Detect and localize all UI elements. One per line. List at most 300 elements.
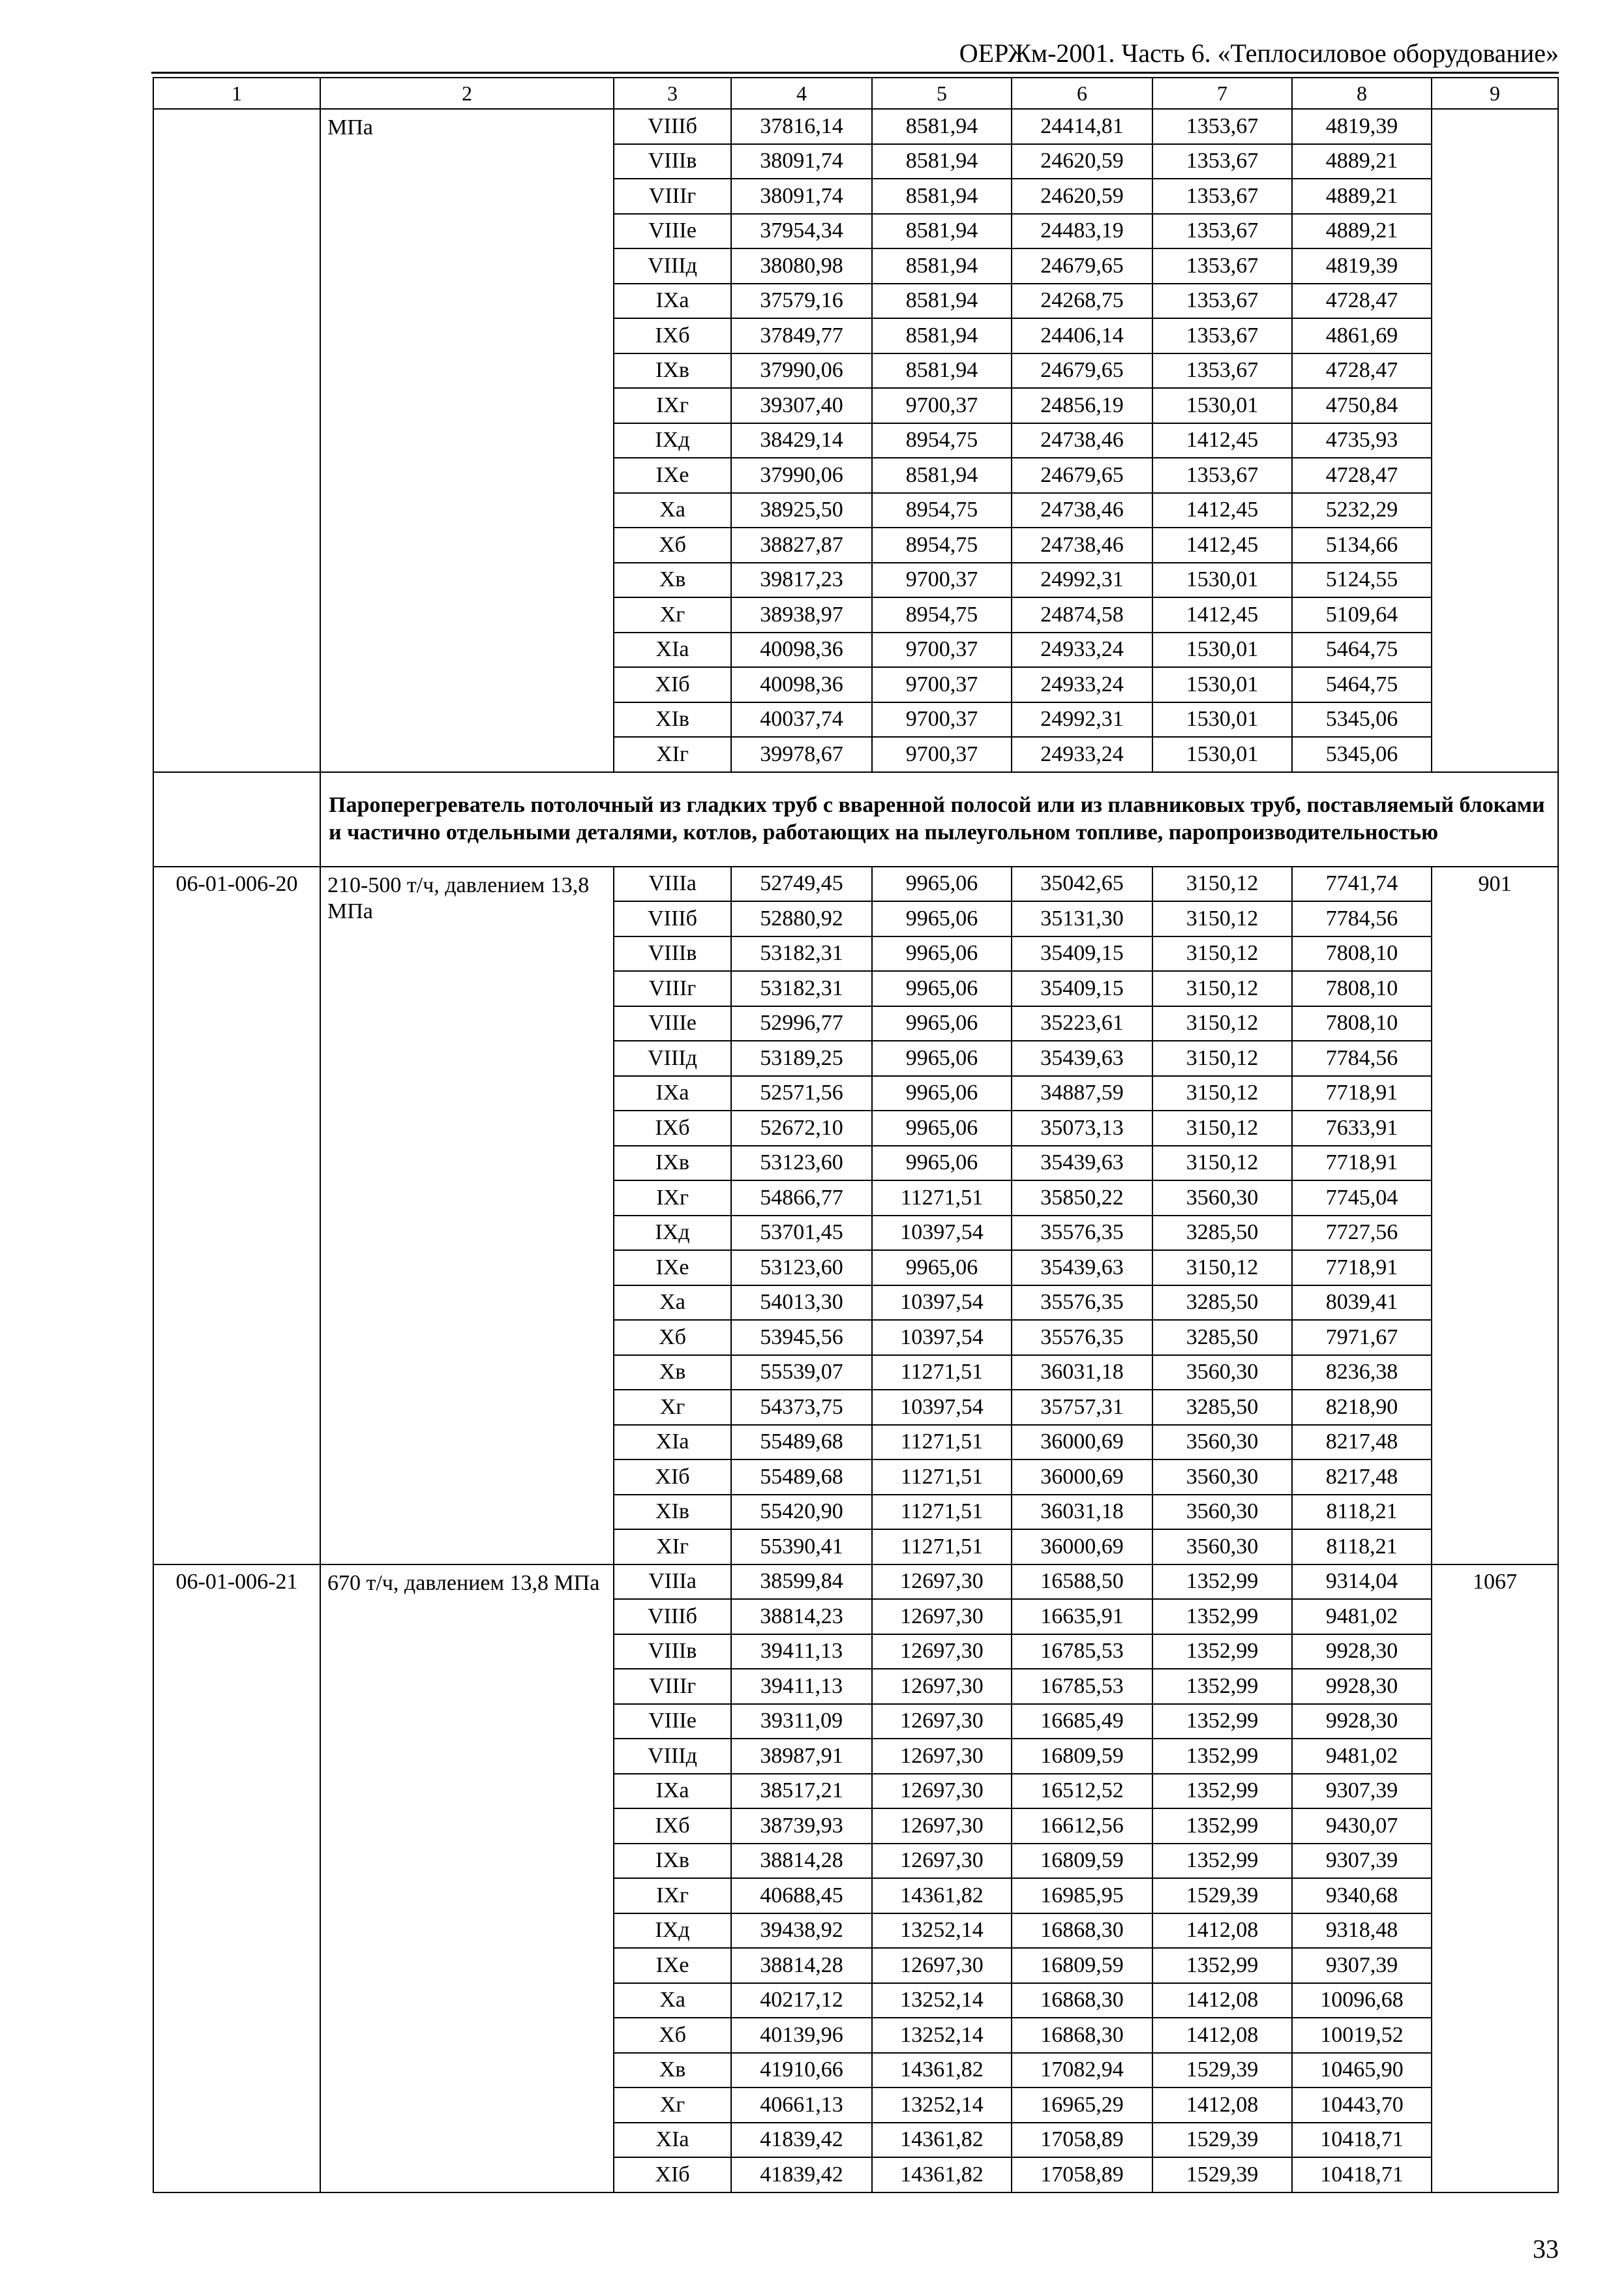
machinists-wages: 3285,50	[1152, 1285, 1292, 1321]
machines-cost: 16868,30	[1012, 2018, 1152, 2053]
wages-cost: 12697,30	[872, 1774, 1012, 1809]
machinists-wages: 1412,45	[1152, 423, 1292, 458]
table-row	[153, 867, 1558, 902]
machines-cost: 24738,46	[1012, 423, 1152, 458]
item-name: МПа	[320, 109, 614, 772]
machines-cost: 16588,50	[1012, 1564, 1152, 1600]
column-number: 8	[1292, 78, 1432, 109]
materials-cost: 10418,71	[1292, 2157, 1432, 2192]
zone-code: VIIIг	[614, 1669, 731, 1704]
machines-cost: 17082,94	[1012, 2053, 1152, 2088]
item-name: 670 т/ч, давлением 13,8 МПа	[320, 1564, 614, 2192]
materials-cost: 7745,04	[1292, 1180, 1432, 1216]
machines-cost: 16685,49	[1012, 1704, 1152, 1739]
materials-cost: 4889,21	[1292, 214, 1432, 249]
materials-cost: 7784,56	[1292, 1041, 1432, 1076]
materials-cost: 9430,07	[1292, 1808, 1432, 1844]
wages-cost: 13252,14	[872, 2087, 1012, 2123]
zone-code: VIIIб	[614, 109, 731, 144]
machinists-wages: 1530,01	[1152, 667, 1292, 702]
total-cost: 41910,66	[731, 2053, 872, 2088]
materials-cost: 9481,02	[1292, 1739, 1432, 1774]
zone-code: IXд	[614, 1216, 731, 1251]
materials-cost: 9928,30	[1292, 1669, 1432, 1704]
machines-cost: 35576,35	[1012, 1320, 1152, 1355]
machines-cost: 35409,15	[1012, 936, 1152, 972]
materials-cost: 8217,48	[1292, 1459, 1432, 1495]
materials-cost: 4728,47	[1292, 458, 1432, 493]
column-number: 9	[1432, 78, 1558, 109]
total-cost: 38814,28	[731, 1844, 872, 1879]
total-cost: 52996,77	[731, 1006, 872, 1041]
wages-cost: 11271,51	[872, 1425, 1012, 1460]
total-cost: 37990,06	[731, 458, 872, 493]
materials-cost: 5464,75	[1292, 667, 1432, 702]
machines-cost: 35042,65	[1012, 867, 1152, 902]
zone-code: XIг	[614, 737, 731, 772]
wages-cost: 11271,51	[872, 1355, 1012, 1390]
machinists-wages: 1353,67	[1152, 179, 1292, 214]
machines-cost: 24992,31	[1012, 563, 1152, 598]
machinists-wages: 1412,08	[1152, 1913, 1292, 1949]
wages-cost: 8581,94	[872, 458, 1012, 493]
machinists-wages: 1353,67	[1152, 214, 1292, 249]
machinists-wages: 1352,99	[1152, 1669, 1292, 1704]
total-cost: 37579,16	[731, 284, 872, 319]
wages-cost: 9965,06	[872, 936, 1012, 972]
zone-code: XIг	[614, 1529, 731, 1564]
machinists-wages: 3560,30	[1152, 1459, 1292, 1495]
wages-cost: 9965,06	[872, 1146, 1012, 1181]
machinists-wages: 3560,30	[1152, 1355, 1292, 1390]
total-cost: 55489,68	[731, 1459, 872, 1495]
zone-code: VIIIе	[614, 1006, 731, 1041]
zone-code: VIIIд	[614, 1739, 731, 1774]
zone-code: XIв	[614, 1495, 731, 1530]
materials-cost: 10465,90	[1292, 2053, 1432, 2088]
machinists-wages: 3150,12	[1152, 1076, 1292, 1111]
total-cost: 38091,74	[731, 144, 872, 179]
zone-code: Xа	[614, 493, 731, 528]
materials-cost: 7971,67	[1292, 1320, 1432, 1355]
machines-cost: 16612,56	[1012, 1808, 1152, 1844]
total-cost: 37849,77	[731, 318, 872, 353]
zone-code: Xб	[614, 2018, 731, 2053]
materials-cost: 10418,71	[1292, 2123, 1432, 2158]
zone-code: VIIIа	[614, 867, 731, 902]
total-cost: 40098,36	[731, 633, 872, 668]
zone-code: VIIIв	[614, 936, 731, 972]
materials-cost: 7808,10	[1292, 936, 1432, 972]
wages-cost: 8954,75	[872, 493, 1012, 528]
wages-cost: 14361,82	[872, 2053, 1012, 2088]
zone-code: IXг	[614, 388, 731, 423]
wages-cost: 13252,14	[872, 1913, 1012, 1949]
total-cost: 54866,77	[731, 1180, 872, 1216]
total-cost: 40098,36	[731, 667, 872, 702]
zone-code: IXа	[614, 1076, 731, 1111]
materials-cost: 7718,91	[1292, 1146, 1432, 1181]
total-cost: 39817,23	[731, 563, 872, 598]
machinists-wages: 1530,01	[1152, 702, 1292, 738]
materials-cost: 5124,55	[1292, 563, 1432, 598]
machines-cost: 35073,13	[1012, 1111, 1152, 1146]
machines-cost: 35409,15	[1012, 971, 1152, 1006]
machines-cost: 35223,61	[1012, 1006, 1152, 1041]
zone-code: XIб	[614, 2157, 731, 2192]
materials-cost: 10019,52	[1292, 2018, 1432, 2053]
materials-cost: 5109,64	[1292, 597, 1432, 633]
machines-cost: 24679,65	[1012, 248, 1152, 284]
machines-cost: 36031,18	[1012, 1495, 1152, 1530]
machinists-wages: 3150,12	[1152, 1041, 1292, 1076]
wages-cost: 12697,30	[872, 1948, 1012, 1983]
materials-cost: 9314,04	[1292, 1564, 1432, 1600]
total-cost: 38827,87	[731, 528, 872, 563]
total-cost: 38814,23	[731, 1599, 872, 1634]
machines-cost: 17058,89	[1012, 2157, 1152, 2192]
total-cost: 39978,67	[731, 737, 872, 772]
total-cost: 55420,90	[731, 1495, 872, 1530]
machinists-wages: 3150,12	[1152, 867, 1292, 902]
machines-cost: 24933,24	[1012, 667, 1152, 702]
total-cost: 38429,14	[731, 423, 872, 458]
total-cost: 54373,75	[731, 1390, 872, 1425]
header-rule	[151, 72, 1559, 74]
materials-cost: 5232,29	[1292, 493, 1432, 528]
total-cost: 53701,45	[731, 1216, 872, 1251]
zone-code: Xг	[614, 1390, 731, 1425]
machines-cost: 24738,46	[1012, 528, 1152, 563]
column-number: 7	[1152, 78, 1292, 109]
machines-cost: 24483,19	[1012, 214, 1152, 249]
wages-cost: 12697,30	[872, 1564, 1012, 1600]
wages-cost: 12697,30	[872, 1808, 1012, 1844]
materials-cost: 7784,56	[1292, 901, 1432, 936]
total-cost: 37954,34	[731, 214, 872, 249]
wages-cost: 10397,54	[872, 1285, 1012, 1321]
total-cost: 53123,60	[731, 1250, 872, 1285]
total-cost: 53189,25	[731, 1041, 872, 1076]
machinists-wages: 1412,45	[1152, 493, 1292, 528]
machines-cost: 16985,95	[1012, 1878, 1152, 1913]
wages-cost: 10397,54	[872, 1320, 1012, 1355]
materials-cost: 4819,39	[1292, 109, 1432, 144]
materials-cost: 7808,10	[1292, 971, 1432, 1006]
machines-cost: 35576,35	[1012, 1285, 1152, 1321]
column-number: 6	[1012, 78, 1152, 109]
total-cost: 39438,92	[731, 1913, 872, 1949]
zone-code: VIIIд	[614, 1041, 731, 1076]
machines-cost: 24620,59	[1012, 144, 1152, 179]
materials-cost: 5134,66	[1292, 528, 1432, 563]
machines-cost: 24268,75	[1012, 284, 1152, 319]
zone-code: XIв	[614, 702, 731, 738]
machinists-wages: 1529,39	[1152, 2053, 1292, 2088]
zone-code: XIа	[614, 633, 731, 668]
machines-cost: 36000,69	[1012, 1425, 1152, 1460]
zone-code: XIа	[614, 1425, 731, 1460]
machinists-wages: 1530,01	[1152, 563, 1292, 598]
machinists-wages: 1412,45	[1152, 597, 1292, 633]
machinists-wages: 3285,50	[1152, 1216, 1292, 1251]
wages-cost: 14361,82	[872, 2123, 1012, 2158]
materials-cost: 8118,21	[1292, 1495, 1432, 1530]
machinists-wages: 1412,08	[1152, 2087, 1292, 2123]
item-mass: 901	[1432, 867, 1558, 1564]
table-row	[153, 1564, 1558, 1600]
materials-cost: 7741,74	[1292, 867, 1432, 902]
wages-cost: 10397,54	[872, 1390, 1012, 1425]
machinists-wages: 1412,08	[1152, 2018, 1292, 2053]
total-cost: 39411,13	[731, 1669, 872, 1704]
machinists-wages: 1352,99	[1152, 1564, 1292, 1600]
item-code: 06-01-006-21	[153, 1564, 320, 2192]
item-mass: 1067	[1432, 1564, 1558, 2192]
machines-cost: 24874,58	[1012, 597, 1152, 633]
total-cost: 41839,42	[731, 2157, 872, 2192]
zone-code: VIIIе	[614, 214, 731, 249]
wages-cost: 8954,75	[872, 597, 1012, 633]
wages-cost: 9965,06	[872, 901, 1012, 936]
machinists-wages: 3285,50	[1152, 1320, 1292, 1355]
wages-cost: 8581,94	[872, 214, 1012, 249]
zone-code: VIIIе	[614, 1704, 731, 1739]
machinists-wages: 1352,99	[1152, 1774, 1292, 1809]
total-cost: 38080,98	[731, 248, 872, 284]
materials-cost: 10096,68	[1292, 1983, 1432, 2018]
column-number: 4	[731, 78, 872, 109]
wages-cost: 13252,14	[872, 2018, 1012, 2053]
wages-cost: 9965,06	[872, 1076, 1012, 1111]
materials-cost: 4889,21	[1292, 179, 1432, 214]
materials-cost: 5345,06	[1292, 737, 1432, 772]
wages-cost: 9965,06	[872, 971, 1012, 1006]
machines-cost: 16965,29	[1012, 2087, 1152, 2123]
zone-code: IXе	[614, 458, 731, 493]
wages-cost: 9700,37	[872, 563, 1012, 598]
total-cost: 54013,30	[731, 1285, 872, 1321]
zone-code: VIIIб	[614, 901, 731, 936]
total-cost: 38814,28	[731, 1948, 872, 1983]
machinists-wages: 3150,12	[1152, 936, 1292, 972]
wages-cost: 9965,06	[872, 867, 1012, 902]
machinists-wages: 1353,67	[1152, 284, 1292, 319]
wages-cost: 9700,37	[872, 737, 1012, 772]
machines-cost: 35576,35	[1012, 1216, 1152, 1251]
machines-cost: 16809,59	[1012, 1844, 1152, 1879]
zone-code: IXв	[614, 353, 731, 389]
materials-cost: 4889,21	[1292, 144, 1432, 179]
wages-cost: 13252,14	[872, 1983, 1012, 2018]
machines-cost: 35850,22	[1012, 1180, 1152, 1216]
total-cost: 52880,92	[731, 901, 872, 936]
machinists-wages: 1529,39	[1152, 2157, 1292, 2192]
zone-code: VIIIв	[614, 144, 731, 179]
zone-code: IXг	[614, 1180, 731, 1216]
machines-cost: 16635,91	[1012, 1599, 1152, 1634]
wages-cost: 11271,51	[872, 1529, 1012, 1564]
zone-code: Xа	[614, 1285, 731, 1321]
zone-code: Xв	[614, 2053, 731, 2088]
machines-cost: 16868,30	[1012, 1983, 1152, 2018]
wages-cost: 12697,30	[872, 1844, 1012, 1879]
zone-code: Xа	[614, 1983, 731, 2018]
zone-code: XIб	[614, 1459, 731, 1495]
item-code: 06-01-006-20	[153, 867, 320, 1564]
materials-cost: 4750,84	[1292, 388, 1432, 423]
column-number: 2	[320, 78, 614, 109]
wages-cost: 10397,54	[872, 1216, 1012, 1251]
machinists-wages: 3560,30	[1152, 1180, 1292, 1216]
column-number-row	[153, 78, 1558, 109]
total-cost: 40139,96	[731, 2018, 872, 2053]
machinists-wages: 1352,99	[1152, 1948, 1292, 1983]
wages-cost: 12697,30	[872, 1599, 1012, 1634]
wages-cost: 8581,94	[872, 248, 1012, 284]
wages-cost: 9965,06	[872, 1111, 1012, 1146]
wages-cost: 9965,06	[872, 1041, 1012, 1076]
machinists-wages: 1352,99	[1152, 1844, 1292, 1879]
machinists-wages: 3560,30	[1152, 1495, 1292, 1530]
section-row	[153, 772, 1558, 867]
total-cost: 38925,50	[731, 493, 872, 528]
total-cost: 55489,68	[731, 1425, 872, 1460]
wages-cost: 11271,51	[872, 1459, 1012, 1495]
total-cost: 53945,56	[731, 1320, 872, 1355]
machinists-wages: 1530,01	[1152, 388, 1292, 423]
total-cost: 41839,42	[731, 2123, 872, 2158]
zone-code: Xг	[614, 2087, 731, 2123]
machinists-wages: 1352,99	[1152, 1634, 1292, 1669]
machinists-wages: 1352,99	[1152, 1739, 1292, 1774]
zone-code: Xв	[614, 563, 731, 598]
wages-cost: 12697,30	[872, 1669, 1012, 1704]
total-cost: 39307,40	[731, 388, 872, 423]
machinists-wages: 1353,67	[1152, 318, 1292, 353]
total-cost: 38091,74	[731, 179, 872, 214]
zone-code: Xб	[614, 528, 731, 563]
machines-cost: 24933,24	[1012, 737, 1152, 772]
machines-cost: 17058,89	[1012, 2123, 1152, 2158]
total-cost: 52672,10	[731, 1111, 872, 1146]
wages-cost: 8581,94	[872, 109, 1012, 144]
zone-code: IXб	[614, 1111, 731, 1146]
item-name: 210-500 т/ч, давлением 13,8 МПа	[320, 867, 614, 1564]
total-cost: 38938,97	[731, 597, 872, 633]
machines-cost: 34887,59	[1012, 1076, 1152, 1111]
wages-cost: 8581,94	[872, 318, 1012, 353]
materials-cost: 8218,90	[1292, 1390, 1432, 1425]
zone-code: IXб	[614, 318, 731, 353]
total-cost: 40217,12	[731, 1983, 872, 2018]
materials-cost: 10443,70	[1292, 2087, 1432, 2123]
total-cost: 39411,13	[731, 1634, 872, 1669]
machines-cost: 35131,30	[1012, 901, 1152, 936]
column-number: 3	[614, 78, 731, 109]
wages-cost: 8581,94	[872, 284, 1012, 319]
zone-code: VIIIв	[614, 1634, 731, 1669]
total-cost: 53123,60	[731, 1146, 872, 1181]
materials-cost: 4728,47	[1292, 284, 1432, 319]
machinists-wages: 1352,99	[1152, 1808, 1292, 1844]
machines-cost: 36000,69	[1012, 1459, 1152, 1495]
total-cost: 55539,07	[731, 1355, 872, 1390]
machinists-wages: 3150,12	[1152, 901, 1292, 936]
wages-cost: 11271,51	[872, 1495, 1012, 1530]
machines-cost: 24679,65	[1012, 458, 1152, 493]
machines-cost: 24406,14	[1012, 318, 1152, 353]
zone-code: IXв	[614, 1844, 731, 1879]
materials-cost: 9481,02	[1292, 1599, 1432, 1634]
materials-cost: 7718,91	[1292, 1250, 1432, 1285]
total-cost: 52749,45	[731, 867, 872, 902]
wages-cost: 8581,94	[872, 144, 1012, 179]
materials-cost: 8118,21	[1292, 1529, 1432, 1564]
machines-cost: 16512,52	[1012, 1774, 1152, 1809]
machinists-wages: 3560,30	[1152, 1529, 1292, 1564]
item-code	[153, 109, 320, 772]
machines-cost: 35439,63	[1012, 1146, 1152, 1181]
machinists-wages: 3150,12	[1152, 1250, 1292, 1285]
materials-cost: 8217,48	[1292, 1425, 1432, 1460]
total-cost: 38739,93	[731, 1808, 872, 1844]
materials-cost: 7633,91	[1292, 1111, 1432, 1146]
machinists-wages: 3150,12	[1152, 1146, 1292, 1181]
zone-code: Xв	[614, 1355, 731, 1390]
machines-cost: 24620,59	[1012, 179, 1152, 214]
zone-code: IXб	[614, 1808, 731, 1844]
machinists-wages: 1412,08	[1152, 1983, 1292, 2018]
machinists-wages: 1529,39	[1152, 1878, 1292, 1913]
zone-code: Xб	[614, 1320, 731, 1355]
machines-cost: 16785,53	[1012, 1634, 1152, 1669]
total-cost: 39311,09	[731, 1704, 872, 1739]
total-cost: 38599,84	[731, 1564, 872, 1600]
total-cost: 38517,21	[731, 1774, 872, 1809]
machinists-wages: 1353,67	[1152, 458, 1292, 493]
materials-cost: 8236,38	[1292, 1355, 1432, 1390]
zone-code: IXг	[614, 1878, 731, 1913]
total-cost: 52571,56	[731, 1076, 872, 1111]
total-cost: 37990,06	[731, 353, 872, 389]
wages-cost: 12697,30	[872, 1704, 1012, 1739]
zone-code: IXе	[614, 1948, 731, 1983]
zone-code: Xг	[614, 597, 731, 633]
machines-cost: 36031,18	[1012, 1355, 1152, 1390]
machines-cost: 36000,69	[1012, 1529, 1152, 1564]
materials-cost: 9928,30	[1292, 1634, 1432, 1669]
wages-cost: 8581,94	[872, 179, 1012, 214]
column-number: 5	[872, 78, 1012, 109]
machinists-wages: 3150,12	[1152, 1006, 1292, 1041]
total-cost: 53182,31	[731, 971, 872, 1006]
machinists-wages: 3150,12	[1152, 1111, 1292, 1146]
zone-code: IXв	[614, 1146, 731, 1181]
materials-cost: 4735,93	[1292, 423, 1432, 458]
total-cost: 40037,74	[731, 702, 872, 738]
zone-code: VIIIа	[614, 1564, 731, 1600]
materials-cost: 7727,56	[1292, 1216, 1432, 1251]
materials-cost: 4861,69	[1292, 318, 1432, 353]
zone-code: VIIIг	[614, 179, 731, 214]
machines-cost: 16809,59	[1012, 1739, 1152, 1774]
materials-cost: 7808,10	[1292, 1006, 1432, 1041]
machinists-wages: 1529,39	[1152, 2123, 1292, 2158]
wages-cost: 9700,37	[872, 667, 1012, 702]
total-cost: 37816,14	[731, 109, 872, 144]
machinists-wages: 1353,67	[1152, 248, 1292, 284]
